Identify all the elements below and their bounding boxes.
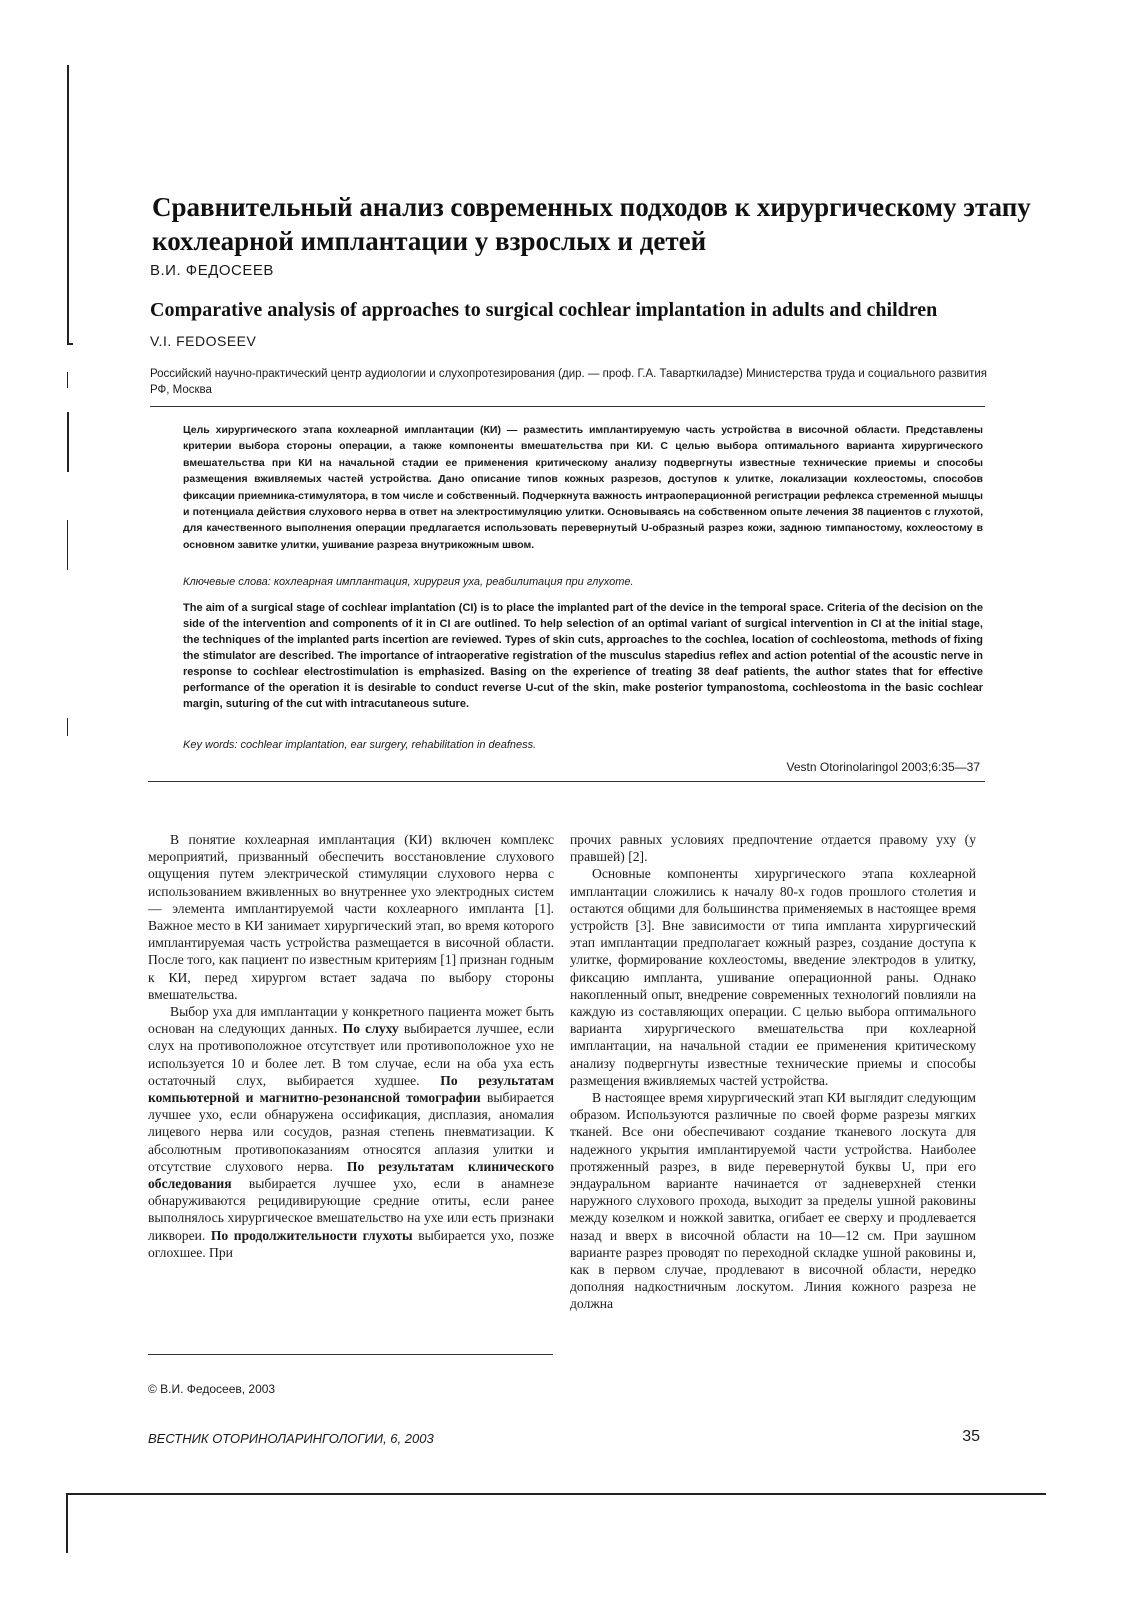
abstract-ru: Цель хирургического этапа кохлеарной имплантации (КИ) — разместить имплантируемую часть устройства в височной области. Представлены критерии выбора стороны операции, а также компоненты вмешательства при КИ. С целью выбора оптимального варианта хирургического вмешательства при КИ на начальной стадии ее применения критическому анализу подвергнуты известные технические приемы и способы размещения вживляемых частей устройства. Дано описание типов кожных разрезов, доступов к улитке, локализации кохлеостомы, способов фиксации приемника-стимулятора, в том числе и собственный. Подчеркнута важность интраоперационной регистрации рефлекса стременной мышцы и потенциала действия слухового нерва в ответ на электростимуляцию улитки. Основываясь на собственном опыте лечения 38 пациентов с глухотой, для качественного выполнения операции предлагается использовать перевернутый U-образный разрез кожи, заднюю тимпаностому, кохлеостому в основном завитке улитки, ушивание разреза внутрикожным швом. bbox=[183, 424, 983, 551]
body-paragraph: Выбор уха для имплантации у конкретного пациента может быть основан на следующих данных. По слуху выбирается лучшее, если слух на противоположное отсутствует или противоположное ухо не используется 10 и более лет. В том случае, если на оба уха есть остаточный слух, выбирается худшее. По результатам компьютерной и магнитно-резонансной томографии выбирается лучшее ухо, если обнаружена оссификация, дисплазия, аномалия лицевого нерва или сосудов, разная степень пневматизации. К абсолютным противопоказаниям относятся аплазия улитки и отсутствие слухового нерва. По результатам клинического обследования выбирается лучшее ухо, если в анамнезе обнаруживаются рецидивирующие средние отиты, если ранее выполнялось хирургическое вмешательство на ухе или есть признаки ликвореи. По продолжительности глухоты выбирается ухо, позже оглохшее. При bbox=[148, 1004, 555, 1260]
keywords-ru: Ключевые слова: кохлеарная имплантация, хирургия уха, реабилитация при глухоте. bbox=[183, 576, 634, 588]
article-title-en: Comparative analysis of approaches to surgical cochlear implantation in adults and children bbox=[150, 299, 938, 321]
footnote-divider bbox=[148, 1354, 553, 1355]
emphasis: По продолжительности глухоты bbox=[210, 1227, 413, 1243]
journal-name: ВЕСТНИК ОТОРИНОЛАРИНГОЛОГИИ, 6, 2003 bbox=[148, 1431, 434, 1446]
body-column-left bbox=[148, 831, 554, 1261]
scan-margin-line bbox=[67, 372, 68, 388]
author-en: V.I. FEDOSEEV bbox=[150, 333, 257, 349]
header-divider bbox=[150, 406, 985, 407]
author-ru: В.И. ФЕДОСЕЕВ bbox=[150, 262, 274, 279]
scan-margin-line bbox=[67, 520, 68, 570]
scan-margin-tick bbox=[67, 343, 73, 345]
body-column-right bbox=[570, 831, 976, 1313]
emphasis: По результатам компьютерной и магнитно-резонансной томографии bbox=[148, 1072, 555, 1106]
article-title-ru: Сравнительный анализ современных подходов к хирургическому этапу кохлеарной имплантации у взрослых и детей bbox=[152, 192, 1031, 256]
abstract-en: The aim of a surgical stage of cochlear implantation (CI) is to place the implanted part of the device in the temporal space. Criteria of the decision on the side of the intervention and components of it in CI are outlined. To help selection of an optimal variant of surgical intervention in CI at the initial stage, the techniques of the implanted parts incertion are reviewed. Types of skin cuts, approaches to the cochlea, location of cochleostoma, methods of fixing the stimulator are described. The importance of intraoperative registration of the musculus stapedius reflex and action potential of the acoustic nerve in response to cochlear electrostimulation is emphasized. Basing on the experience of treating 38 deaf patients, the author states that for effective performance of the operation it is desirable to conduct reverse U-cut of the skin, make posterior tympanostoma, cochleostoma in the basic cochlear margin, suturing of the cut with intracutaneous suture. bbox=[183, 602, 983, 710]
body-paragraph: В настоящее время хирургический этап КИ выглядит следующим образом. Используются различные по своей форме разрезы мягких тканей. Все они обеспечивают создание тканевого лоскута для надежного укрытия имплантируемой части устройства. Наиболее протяженный разрез, в виде перевернутой буквы U, при его эндауральном варианте начинается от задневерхней стенки наружного слухового прохода, выходит за пределы ушной раковины между козелком и ножкой завитка, огибает ее сверху и продлевается назад и вверх в височной области на 10—12 см. При заушном варианте разрез проводят по переходной складке ушной раковины и, как в первом случае, продлевают в височной области, нередко дополняя надкостничным лоскутом. Линия кожного разреза не должна bbox=[570, 1090, 976, 1312]
affiliation: Российский научно-практический центр аудиологии и слухопротезирования (дир. — проф. Г.А. Таварткиладзе) Министерства труда и социального развития РФ, Москва bbox=[150, 368, 987, 396]
body-paragraph: Основные компоненты хирургического этапа кохлеарной имплантации сложились к началу 80-х годов прошлого столетия и остаются общими для большинства применяемых в настоящее время устройств [3]. Вне зависимости от типа импланта хирургический этап имплантации предполагает кожный разрез, создание доступа к улитке, формирование кохлеостомы, введение электродов в улитку, фиксацию импланта, ушивание операционной раны. Однако накопленный опыт, внедрение современных технологий повлияли на каждую из составляющих операции. С целью выбора оптимального варианта хирургического вмешательства при кохлеарной имплантации, на начальной стадии ее применения критическому анализу подвергнуты известные технические приемы и способы размещения вживляемых частей устройства. bbox=[570, 866, 976, 1088]
scan-margin-line bbox=[67, 65, 69, 345]
abstract-divider bbox=[148, 781, 985, 782]
page-number: 35 bbox=[962, 1428, 980, 1445]
body-paragraph: прочих равных условиях предпочтение отдается правому уху (у правшей) [2]. bbox=[570, 832, 976, 865]
scan-margin-line bbox=[67, 412, 69, 472]
body-paragraph: В понятие кохлеарная имплантация (КИ) включен комплекс мероприятий, призванный обеспечить восстановление слухового ощущения путем электрической стимуляции слухового нерва с использованием вживленных во внутреннее ухо электродных систем — элемента имплантируемой части кохлеарного импланта [1]. Важное место в КИ занимает хирургический этап, во время которого имплантируемая часть устройства размещается в височной области. После того, как пациент по известным критериям [1] признан годным к КИ, перед хирургом встает задача по выбору стороны вмешательства. bbox=[148, 832, 554, 1002]
scan-bottom-frame bbox=[66, 1493, 1046, 1495]
copyright-notice: © В.И. Федосеев, 2003 bbox=[148, 1382, 276, 1396]
emphasis: По слуху bbox=[342, 1021, 399, 1037]
scan-margin-line bbox=[67, 718, 68, 736]
keywords-en: Key words: cochlear implantation, ear surgery, rehabilitation in deafness. bbox=[183, 739, 537, 751]
emphasis: По результатам клинического обследования bbox=[148, 1158, 554, 1192]
scan-bottom-frame-side bbox=[66, 1493, 68, 1553]
citation: Vestn Otorinolaringol 2003;6:35—37 bbox=[786, 760, 980, 774]
